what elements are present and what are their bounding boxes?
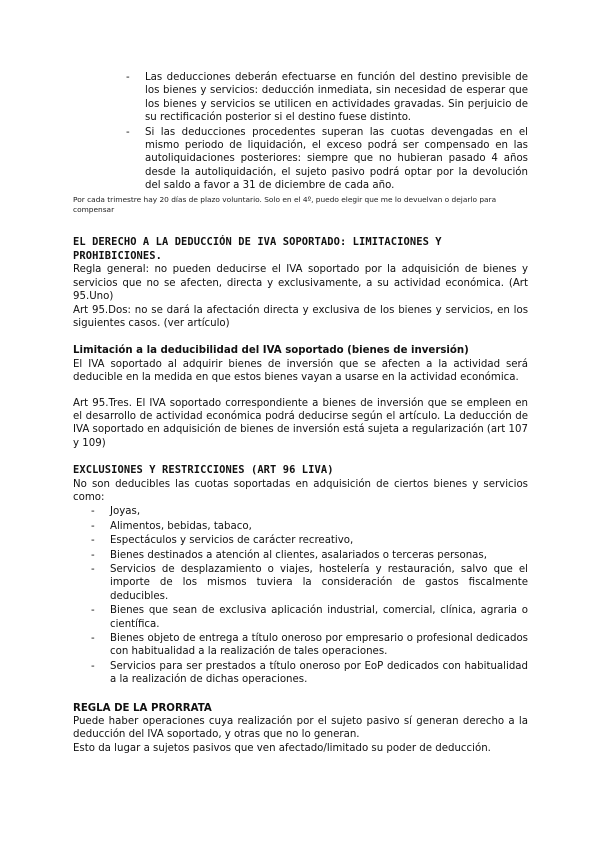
paragraph-exclusiones-intro: No son deducibles las cuotas soportadas en adquisición de ciertos bienes y servicios como: — [73, 478, 528, 503]
paragraph-prorrata-2: Esto da lugar a sujetos pasivos que ven afectado/limitado su poder de deducción. — [73, 742, 491, 754]
paragraph-bienes-inversion: El IVA soportado al adquirir bienes de inversión que se afecten a la actividad será deducible en la medida en que estos bienes vayan a usarse en la actividad económica. — [73, 358, 528, 384]
section-heading-limitacion: Limitación a la deducibilidad del IVA soportado (bienes de inversión) — [73, 345, 469, 357]
paragraph-art-95-tres: Art 95.Tres. El IVA soportado correspondiente a bienes de inversión que se empleen en el desarrollo de actividad económica podrá deducirse según el artículo. La deducción de IVA soportado en adquisición de bienes de inversión está sujeta a regularización (art 107 y 109) — [73, 397, 528, 449]
section-heading-prorrata: REGLA DE LA PRORRATA — [73, 702, 212, 714]
paragraph-art-95-dos: Art 95.Dos: no se dará la afectación directa y exclusiva de los bienes y servicios, en los siguientes casos. (ver artículo) — [73, 304, 528, 329]
list-item: - Las deducciones deberán efectuarse en función del destino previsible de los bienes y servicios: deducción inmediata, sin necesidad de esperar que los bienes y servicios se utilicen en actividades gravadas. Sin perjuicio de su rectificación posterior si el destino fuese distinto. — [145, 71, 528, 125]
deducciones-list — [145, 71, 528, 193]
exclusiones-list — [110, 505, 528, 686]
list-item: - Joyas, — [110, 505, 528, 518]
paragraph-prorrata-1: Puede haber operaciones cuya realización por el sujeto pasivo sí generan derecho a la deducción del IVA soportado, y otras que no lo generan. — [73, 716, 528, 741]
section-heading-exclusiones: EXCLUSIONES Y RESTRICCIONES (ART 96 LIVA) — [73, 464, 334, 477]
list-item: - Servicios de desplazamiento o viajes, hostelería y restauración, salvo que el importe de los mismos tuviera la consideración de gastos fiscalmente deducibles. — [110, 563, 528, 603]
list-item: - Alimentos, bebidas, tabaco, — [110, 520, 528, 533]
list-item: - Si las deducciones procedentes superan las cuotas devengadas en el mismo periodo de liquidación, el exceso podrá ser compensado en las autoliquidaciones posteriores: siempre que no hubieran pasado 4 años desde la autoliquidación, el sujeto pasivo podrá optar por la devolución del saldo a favor a 31 de diciembre de cada año. — [145, 126, 528, 193]
list-item: - Servicios para ser prestados a título oneroso por EoP dedicados con habitualidad a la realización de dichas operaciones. — [110, 660, 528, 687]
paragraph-regla-general: Regla general: no pueden deducirse el IVA soportado por la adquisición de bienes y servicios que no se afecten, directa y exclusivamente, a su actividad económica. (Art 95.Uno) — [73, 264, 528, 303]
list-item: - Bienes que sean de exclusiva aplicación industrial, comercial, clínica, agraria o científica. — [110, 604, 528, 631]
handwritten-note: Por cada trimestre hay 20 días de plazo voluntario. Solo en el 4º, puedo elegir que me lo devuelvan o dejarlo para compensar — [73, 194, 497, 215]
list-item: - Bienes destinados a atención al clientes, asalariados o terceras personas, — [110, 549, 528, 562]
list-item: - Bienes objeto de entrega a título oneroso por empresario o profesional dedicados con habitualidad a la realización de tales operaciones. — [110, 632, 528, 659]
list-item: - Espectáculos y servicios de carácter recreativo, — [110, 534, 528, 547]
page-content — [73, 71, 528, 755]
section-heading-derecho: EL DERECHO A LA DEDUCCIÓN DE IVA SOPORTADO: LIMITACIONES Y PROHIBICIONES. — [73, 236, 442, 262]
